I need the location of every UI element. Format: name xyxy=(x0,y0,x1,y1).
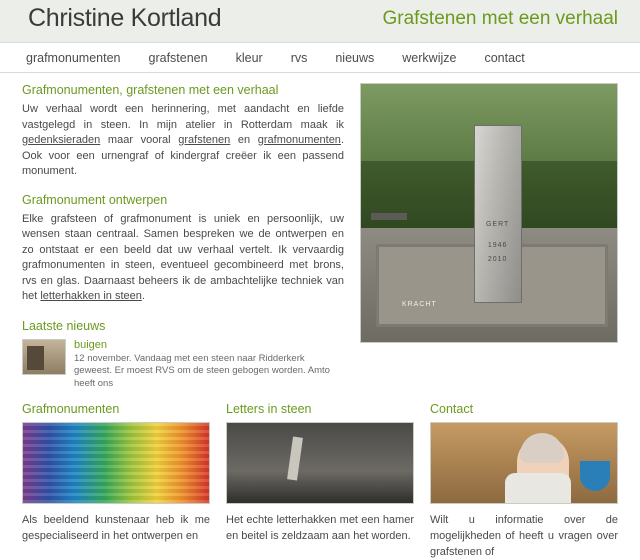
design-heading: Grafmonument ontwerpen xyxy=(22,192,168,207)
nav-item-werkwijze[interactable] xyxy=(398,48,460,68)
hero-column xyxy=(360,83,618,390)
site-title: Christine Kortland xyxy=(28,4,222,32)
site-header xyxy=(0,0,640,43)
portrait-bowl xyxy=(580,461,610,491)
intro-column xyxy=(22,83,344,390)
bottom-heading-grafmonumenten[interactable]: Grafmonumenten xyxy=(22,402,120,416)
bottom-text-grafmonumenten: Als beeldend kunstenaar heb ik me gespecialiseerd in het ontwerpen en xyxy=(22,514,210,542)
news-item-body: 12 november. Vandaag met een steen naar Ridderkerk geweest. Er moest RVS om de steen gebogen worden. Amto heeft ons xyxy=(74,352,330,389)
nav-item-rvs[interactable] xyxy=(287,48,312,68)
intro-text-2: maar vooral xyxy=(100,134,179,146)
nav-link-nieuws[interactable]: nieuws xyxy=(335,50,375,65)
intro-text-3: en xyxy=(230,134,258,146)
bottom-heading-letters-in-steen[interactable]: Letters in steen xyxy=(226,402,312,416)
nav-list xyxy=(22,43,640,72)
news-heading: Laatste nieuws xyxy=(22,318,106,333)
main-navigation xyxy=(0,43,640,73)
link-gedenksieraden[interactable]: gedenksieraden xyxy=(22,134,101,146)
intro-text-4: . Ook voor een urnengraf of kindergraf creëer ik een passend monument. xyxy=(22,134,344,177)
nav-item-contact[interactable] xyxy=(480,48,528,68)
link-letterhakken-in-steen[interactable]: letterhakken in steen xyxy=(40,290,142,302)
headstone-death-year: 2010 xyxy=(487,256,508,264)
news-text xyxy=(74,339,344,391)
site-tagline: Grafstenen met een verhaal xyxy=(382,8,618,29)
christine-portret-photo[interactable] xyxy=(430,422,618,504)
nav-link-contact[interactable]: contact xyxy=(484,50,525,65)
news-item-title[interactable]: buigen xyxy=(74,338,108,351)
hero-plaque-text: KRACHT xyxy=(401,300,437,308)
page-content xyxy=(0,73,640,560)
intro-paragraph xyxy=(22,102,344,180)
bottom-text-contact: Wilt u informatie over de mogelijkheden of heeft u vragen over grafstenen of xyxy=(430,514,618,558)
news-thumbnail[interactable] xyxy=(22,339,66,375)
headstone-birth-year: 1946 xyxy=(487,242,508,250)
nav-item-nieuws[interactable] xyxy=(331,48,378,68)
link-grafstenen[interactable]: grafstenen xyxy=(178,134,231,146)
hero-bench xyxy=(371,213,407,220)
bottom-section xyxy=(22,402,618,560)
intro-text-1: Uw verhaal wordt een herinnering, met aandacht en liefde vastgelegd in steen. In mijn atelier in Rotterdam maak ik xyxy=(22,103,344,131)
design-paragraph xyxy=(22,212,344,305)
nav-link-grafmonumenten[interactable]: grafmonumenten xyxy=(26,50,121,65)
news-item[interactable] xyxy=(22,339,344,391)
nav-link-grafstenen[interactable]: grafstenen xyxy=(148,50,208,65)
news-section xyxy=(22,319,344,391)
nav-item-grafmonumenten[interactable] xyxy=(22,48,125,68)
bottom-column-grafmonumenten xyxy=(22,402,210,560)
nav-link-werkwijze[interactable]: werkwijze xyxy=(402,50,457,65)
nav-item-grafstenen[interactable] xyxy=(145,48,212,68)
bottom-column-contact xyxy=(430,402,618,560)
intro-heading: Grafmonumenten, grafstenen met een verhaal xyxy=(22,83,279,97)
grafmonument-photo xyxy=(360,83,618,343)
bottom-column-letters-in-steen xyxy=(226,402,414,560)
top-section xyxy=(22,83,618,390)
news-thumb-shape xyxy=(27,346,44,370)
letterhakken-photo[interactable] xyxy=(226,422,414,504)
bottom-text-letters-in-steen: Het echte letterhakken met een hamer en beitel is zeldzaam aan het worden. xyxy=(226,514,414,542)
nav-item-kleur[interactable] xyxy=(232,48,267,68)
bottom-heading-contact[interactable]: Contact xyxy=(430,402,474,416)
hero-headstone xyxy=(474,125,522,302)
portrait-hair xyxy=(520,433,564,463)
nav-link-rvs[interactable]: rvs xyxy=(290,50,308,65)
headstone-name: GERT xyxy=(485,221,510,228)
design-text-1: Elke grafsteen of grafmonument is uniek en persoonlijk, uw wensen staan centraal. Samen bespreken we de ontwerpen en zo ontstaat er een beeld dat uw verhaal vertelt. Ik vervaardig grafmonumenten in steen, eventueel gecombineerd met brons, rvs en glas. Daarnaast beheers ik de ambachtelijke techniek van het xyxy=(22,212,344,302)
link-grafmonumenten[interactable]: grafmonumenten xyxy=(257,134,341,146)
design-text-2: . xyxy=(141,290,145,302)
kleurrijk-glas-photo[interactable] xyxy=(22,422,210,504)
portrait-shirt xyxy=(505,473,571,503)
nav-link-kleur[interactable]: kleur xyxy=(235,50,263,65)
